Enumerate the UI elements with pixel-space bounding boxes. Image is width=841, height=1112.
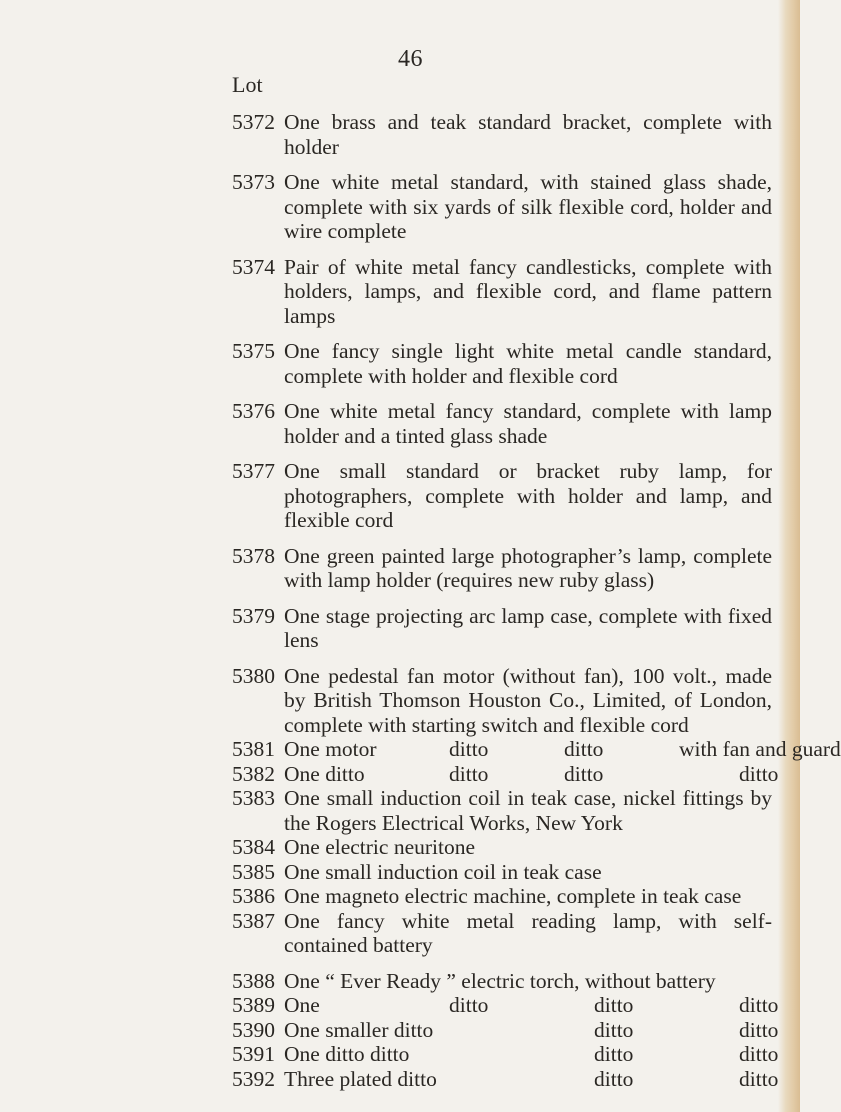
catalog-entry-5376	[232, 399, 772, 448]
lot-description: One fancy white metal reading lamp, with self-contained battery	[284, 908, 772, 957]
catalog-entry-5372	[232, 110, 772, 159]
catalog-entry-5387	[232, 909, 772, 958]
ditto-column-4: ditto	[739, 1017, 779, 1042]
lot-description: One fancy single light white metal candle standard, complete with holder and flexible cord	[284, 339, 772, 388]
lot-number: 5391	[232, 1042, 275, 1066]
ditto-column-1: One ditto ditto	[284, 1042, 410, 1066]
ditto-column-1: One motor	[284, 737, 377, 761]
ditto-column-1: One	[284, 993, 320, 1017]
lot-column-header: Lot	[232, 72, 263, 97]
ditto-column-2: ditto	[449, 993, 489, 1017]
ditto-column-3: ditto	[594, 1017, 634, 1042]
lot-description: One white metal fancy standard, complete with lamp holder and a tinted glass shade	[284, 399, 772, 448]
lot-description: One stage projecting arc lamp case, complete with fixed lens	[284, 603, 772, 652]
lot-description	[284, 1042, 778, 1067]
lot-number: 5373	[232, 170, 275, 194]
catalog-entry-5379	[232, 604, 772, 653]
catalog-entry-5386	[232, 884, 772, 909]
ditto-column-1: Three plated ditto	[284, 1066, 437, 1091]
lot-description: One small induction coil in teak case, nickel fittings by the Rogers Electrical Works, New York	[284, 786, 772, 835]
ditto-column-2	[494, 1018, 594, 1043]
lot-description: Pair of white metal fancy candlesticks, complete with holders, lamps, and flexible cord, and flame pattern lamps	[284, 254, 772, 328]
catalog-entry-5389	[232, 993, 779, 1018]
lot-description	[284, 762, 778, 787]
catalog-entry-5382	[232, 761, 779, 787]
lot-number: 5381	[232, 737, 275, 761]
lot-description: One white metal standard, with stained glass shade, complete with six yards of silk flexible cord, holder and wire complete	[284, 170, 772, 243]
lot-number: 5378	[232, 543, 275, 568]
catalog-list	[232, 110, 841, 1091]
catalog-entry-5380	[232, 664, 772, 738]
lot-number: 5372	[232, 110, 275, 134]
catalog-entry-5384	[232, 835, 772, 860]
lot-description: One small standard or bracket ruby lamp, for photographers, complete with holder and lamp, and flexible cord	[284, 459, 772, 532]
catalog-entry-5375	[232, 339, 772, 388]
catalog-entry-5383	[232, 786, 772, 835]
catalog-entry-5390	[232, 1017, 779, 1043]
catalog-entry-5385	[232, 860, 772, 885]
ditto-column-3: ditto	[594, 1042, 634, 1066]
catalog-entry-5381	[232, 737, 841, 762]
ditto-column-4: ditto	[739, 761, 779, 786]
lot-description	[284, 1067, 778, 1092]
lot-description: One green painted large photographer’s lamp, complete with lamp holder (requires new ruby glass)	[284, 543, 772, 592]
lot-description: One electric neuritone	[284, 835, 476, 859]
ditto-column-2	[494, 1067, 594, 1092]
lot-number: 5384	[232, 835, 275, 859]
lot-number: 5376	[232, 399, 275, 423]
ditto-column-4: ditto	[739, 993, 779, 1017]
ditto-column-3: ditto	[564, 761, 604, 786]
ditto-column-1: One ditto	[284, 761, 365, 786]
lot-description	[284, 1018, 778, 1043]
lot-number: 5389	[232, 993, 275, 1017]
lot-number: 5392	[232, 1066, 275, 1091]
ditto-column-3: ditto	[594, 1066, 634, 1091]
lot-number: 5386	[232, 884, 275, 908]
ditto-column-4: ditto	[739, 1042, 779, 1066]
catalog-entry-5388	[232, 969, 772, 994]
lot-description: One small induction coil in teak case	[284, 859, 602, 884]
lot-description: One “ Ever Ready ” electric torch, without battery	[284, 968, 716, 993]
ditto-column-1: One smaller ditto	[284, 1017, 434, 1042]
lot-number: 5390	[232, 1017, 275, 1042]
lot-number: 5380	[232, 663, 275, 688]
lot-number: 5383	[232, 786, 275, 810]
lot-number: 5377	[232, 459, 275, 483]
ditto-column-2: ditto	[449, 737, 489, 761]
lot-description: One pedestal fan motor (without fan), 100 volt., made by British Thomson Houston Co., Limited, of London, complete with starting switch and flexible cord	[284, 663, 772, 737]
lot-number: 5385	[232, 859, 275, 884]
ditto-column-2	[494, 1042, 594, 1067]
catalog-entry-5374	[232, 255, 772, 329]
catalog-entry-5377	[232, 459, 772, 533]
ditto-column-4: ditto	[739, 1066, 779, 1091]
lot-description	[284, 993, 778, 1018]
lot-number: 5379	[232, 603, 275, 628]
lot-number: 5388	[232, 968, 275, 993]
catalog-entry-5392	[232, 1066, 779, 1092]
lot-number: 5387	[232, 908, 275, 933]
lot-description: One magneto electric machine, complete in teak case	[284, 884, 742, 908]
ditto-column-4: with fan and guard	[679, 737, 841, 761]
ditto-column-3: ditto	[564, 737, 604, 761]
lot-description	[284, 737, 841, 762]
lot-number: 5374	[232, 254, 275, 279]
page-number: 46	[398, 46, 423, 72]
ditto-column-3: ditto	[594, 993, 634, 1017]
catalog-entry-5391	[232, 1042, 779, 1067]
page-edge	[778, 0, 800, 1112]
lot-number: 5375	[232, 339, 275, 363]
lot-description: One brass and teak standard bracket, complete with holder	[284, 110, 772, 159]
catalog-entry-5373	[232, 170, 772, 244]
lot-number: 5382	[232, 761, 275, 786]
catalog-entry-5378	[232, 544, 772, 593]
ditto-column-2: ditto	[449, 761, 489, 786]
